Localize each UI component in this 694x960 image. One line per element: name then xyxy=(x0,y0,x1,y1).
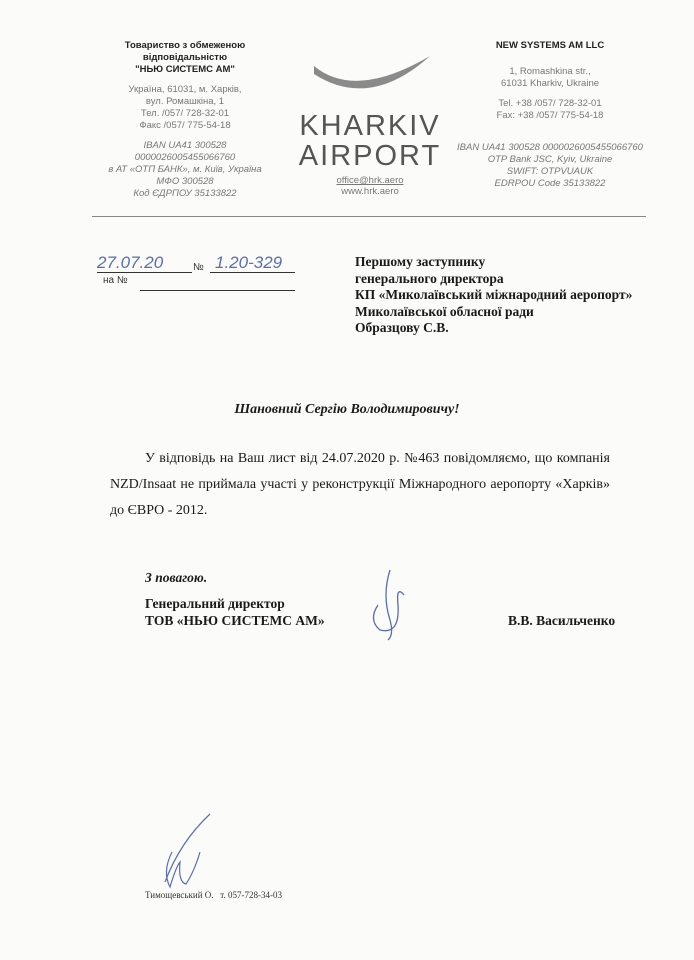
signer-title: Генеральний директор xyxy=(145,596,285,611)
header-divider xyxy=(92,216,646,217)
number-label: № xyxy=(193,262,204,273)
closing-regards: З повагою. xyxy=(145,570,208,585)
email-link[interactable]: office@hrk.aero xyxy=(336,175,404,186)
date-line xyxy=(97,272,192,273)
executor-footer xyxy=(145,890,282,900)
executor-signature xyxy=(150,812,220,892)
reply-to-label: на № xyxy=(103,275,128,286)
swoosh-icon xyxy=(300,52,440,106)
phones-en: Tel. +38 /057/ 728-32-01 Fax: +38 /057/ 775-54-18 xyxy=(496,98,604,121)
website-link[interactable]: www.hrk.aero xyxy=(341,186,399,197)
kharkiv-airport-logo: KHARKIV AIRPORT xyxy=(290,52,450,171)
letterhead-right xyxy=(455,40,645,190)
executor-phone: т. 057-728-34-03 xyxy=(220,890,283,900)
airport-contacts xyxy=(300,175,440,197)
salutation: Шановний Сергію Володимировичу! xyxy=(234,402,460,417)
letter-body: У відповідь на Ваш лист від 24.07.2020 р. №463 повідомляємо, що компанія NZD/Insaat не приймала участі у реконструкції Міжнародного аеропорту «Харків» до ЄВРО - 2012. xyxy=(110,451,610,518)
company-name-ua: Товариство з обмеженою відповідальністю "НЬЮ СИСТЕМС АМ" xyxy=(124,40,246,75)
executor-name: Тимощевський О. xyxy=(145,890,214,900)
director-signature xyxy=(360,565,420,645)
address-ua: Україна, 61031, м. Харків, вул. Ромашкіна, 1 Тел. /057/ 728-32-01 Факс /057/ 775-54-18 xyxy=(128,84,242,131)
signer-name: В.В. Васильченко xyxy=(508,613,616,628)
outgoing-date: 27.07.20 xyxy=(97,253,164,272)
address-en: 1, Romashkina str., 61031 Kharkiv, Ukraine xyxy=(500,66,600,89)
number-line xyxy=(210,272,295,273)
bank-details-en: IBAN UA41 300528 0000026005455066760 OTP Bank JSC, Kyiv, Ukraine SWIFT: OTPVUAUK EDRPOU Code 35133822 xyxy=(457,142,643,189)
bank-details-ua: IBAN UA41 300528 0000026005455066760 в АТ «ОТП БАНК», м. Київ, Україна МФО 300528 Код ЄДРПОУ 35133822 xyxy=(108,140,262,199)
letterhead-left xyxy=(95,40,275,200)
signer-company: ТОВ «НЬЮ СИСТЕМС АМ» xyxy=(145,613,325,628)
outgoing-number: 1.20-329 xyxy=(215,253,283,272)
reply-line xyxy=(140,290,295,291)
company-name-en: NEW SYSTEMS AM LLC xyxy=(495,40,605,51)
addressee-block: Першому заступнику генерального директора КП «Миколаївський міжнародний аеропорт» Миколаївської обласної ради Образцову С.В. xyxy=(355,254,633,335)
